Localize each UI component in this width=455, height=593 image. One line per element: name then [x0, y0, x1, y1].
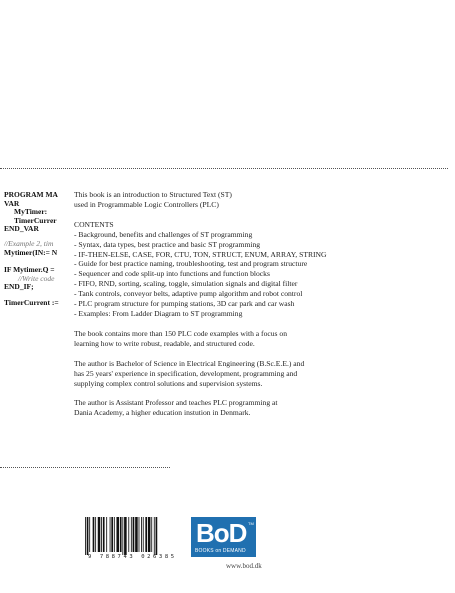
paragraph-line: Dania Academy, a higher education instution in Denmark. [74, 408, 251, 418]
divider-top [0, 168, 448, 169]
code-comment: //Write code [18, 273, 55, 283]
code-line: PROGRAM MA [4, 191, 58, 199]
code-line: VAR [4, 198, 20, 208]
code-line: MyTimer: [14, 207, 48, 217]
barcode-bar [116, 517, 119, 552]
code-line: END_VAR [4, 224, 39, 234]
intro-line: used in Programmable Logic Controllers (PLC) [74, 199, 219, 209]
isbn-barcode [84, 517, 181, 555]
contents-item: - Examples: From Ladder Diagram to ST programming [74, 308, 243, 318]
barcode-bar [89, 517, 90, 552]
contents-item: - Guide for best practice naming, troubleshooting, test and program structure [74, 259, 308, 269]
barcode-bar [110, 517, 111, 552]
barcode-bar [148, 517, 151, 552]
contents-item: - PLC program structure for pumping stations, 3D car park and car wash [74, 299, 295, 309]
barcode-bar [131, 517, 132, 552]
paragraph-line: The book contains more than 150 PLC code examples with a focus on [74, 328, 287, 338]
isbn-number: 9 788743 026385 [88, 554, 177, 560]
barcode-bar [141, 517, 142, 552]
barcode-bar [103, 517, 105, 552]
code-block-assign [4, 299, 66, 308]
barcode-bar [143, 517, 144, 552]
paragraph-line: The author is Bachelor of Science in Electrical Engineering (B.Sc.E.E.) and [74, 358, 305, 368]
trademark-mark: TM [248, 521, 254, 526]
barcode-bar [133, 517, 135, 552]
code-line: TimerCurrent := [4, 299, 59, 307]
bod-logo [191, 517, 256, 557]
contents-list [74, 230, 446, 319]
intro-line: This book is an introduction to Structured Text (ST) [74, 190, 232, 199]
code-line: IF Mytimer.Q = [4, 266, 55, 274]
code-line: END_IF; [4, 282, 34, 292]
barcode-bar [122, 517, 123, 555]
barcode-bar [95, 517, 96, 552]
barcode-bar [85, 517, 86, 555]
barcode-bar [135, 517, 138, 552]
contents-heading: CONTENTS [74, 219, 114, 229]
barcode-bar [93, 517, 95, 552]
contents-item: - Background, benefits and challenges of ST programming [74, 229, 253, 239]
publisher-website: www.bod.dk [226, 562, 262, 570]
contents-item: - Tank controls, conveyor belts, adaptive pump algorithm and robot control [74, 289, 303, 299]
code-block-program [4, 191, 66, 234]
contents-item: - IF-THEN-ELSE, CASE, FOR, CTU, TON, STRUCT, ENUM, ARRAY, STRING [74, 249, 327, 259]
barcode-bar [124, 517, 127, 555]
code-block-if [4, 266, 66, 292]
code-line: TimerCurrer [14, 215, 57, 225]
barcode-bar [154, 517, 155, 555]
contents-item: - Syntax, data types, best practice and basic ST programming [74, 239, 261, 249]
barcode-bar [128, 517, 129, 552]
paragraph-line: The author is Assistant Professor and teaches PLC programming at [74, 398, 278, 408]
barcode-bar [139, 517, 140, 552]
code-comment: //Example 2, tim [4, 240, 54, 248]
paragraph-line: learning how to write robust, readable, and structured code. [74, 338, 255, 348]
code-line: Mytimer(IN:= N [4, 247, 58, 257]
contents-item: - Sequencer and code split-up into functions and function blocks [74, 269, 270, 279]
bod-tagline: BOOKS on DEMAND [195, 548, 246, 554]
barcode-bar [114, 517, 115, 552]
back-cover-blurb [74, 190, 446, 418]
barcode-bar [87, 517, 89, 555]
barcode-bar [145, 517, 147, 552]
barcode-bar [156, 517, 158, 555]
divider-bottom [0, 467, 170, 468]
bod-logo-mark: BoD [196, 518, 247, 548]
code-block-timer-call [4, 240, 66, 257]
barcode-bar [111, 517, 113, 552]
barcode-bar [106, 517, 107, 552]
barcode-bar [101, 517, 102, 552]
barcode-bar [151, 517, 152, 552]
paragraph-line: has 25 years' experience in specification, development, programming and [74, 368, 298, 378]
paragraph-line: supplying complex control solutions and supervision systems. [74, 378, 263, 388]
barcode-bar [98, 517, 101, 552]
contents-item: - FIFO, RND, sorting, scaling, toggle, simulation signals and digital filter [74, 279, 298, 289]
barcode-bar [120, 517, 122, 552]
